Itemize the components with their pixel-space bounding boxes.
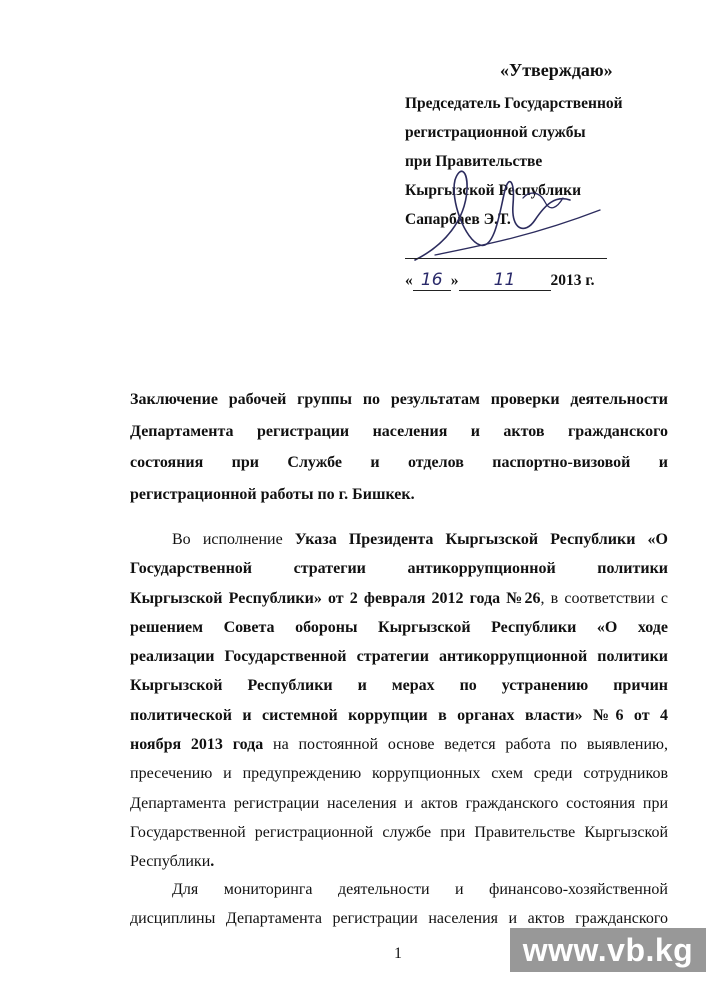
approval-title: «Утверждаю» — [500, 60, 613, 80]
p1-line-8: ноября 2013 года на постоянной основе ведется работа по выявлению, — [130, 736, 669, 754]
approver-name: Сапарбаев Э.Т. — [405, 211, 511, 228]
handwritten-signature — [405, 150, 605, 270]
date-close-quote: » — [450, 272, 459, 289]
p1-line-4: решением Совета обороны Кыргызской Республики «О ходе — [130, 618, 668, 636]
p2-line-2: дисциплины Департамента регистрации населения и актов гражданского — [130, 910, 668, 928]
approver-position-line-1: Председатель Государственной — [405, 95, 623, 112]
date-year: 2013 г. — [550, 272, 595, 289]
approver-position-line-4: Кыргызской Республики — [405, 182, 582, 199]
p1-line-5: реализации Государственной стратегии антикоррупционной политики — [130, 648, 668, 666]
p1-line-6: Кыргызской Республики и мерах по устранению причин — [130, 677, 668, 695]
page-number: 1 — [394, 945, 402, 962]
date-open-quote: « — [405, 272, 413, 289]
approver-position-line-3: при Правительстве — [405, 153, 543, 170]
date-day: 16 — [420, 270, 443, 290]
p1-line-3: Кыргызской Республики» от 2 февраля 2012 года №26, в соответствии с — [130, 589, 669, 607]
heading-line-1: Заключение рабочей группы по результатам проверки деятельности — [130, 391, 668, 408]
p2-line-1: Для мониторинга деятельности и финансово-хозяйственной — [172, 881, 668, 898]
p1-line-2: Государственной стратегии антикоррупционной политики — [130, 560, 668, 578]
document-heading — [130, 384, 668, 510]
p1-line-10: Департамента регистрации населения и актов гражданского состояния при — [130, 794, 668, 812]
p1-line-12: Республики. — [130, 853, 215, 871]
p1-line-1: Во исполнение Указа Президента Кыргызской Республики «О — [172, 531, 668, 548]
heading-line-2: Департамента регистрации населения и актов гражданского — [130, 422, 668, 440]
p1-line-11: Государственной регистрационной службе при Правительстве Кыргызской — [130, 823, 668, 841]
p1-line-7: политической и системной коррупции в органах власти» №6 от 4 — [130, 706, 668, 724]
heading-line-4: регистрационной работы по г. Бишкек. — [130, 485, 415, 503]
p1-line-9: пресечению и предупреждению коррупционных схем среди сотрудников — [130, 765, 668, 783]
signature-line — [405, 258, 607, 259]
paragraph-1 — [130, 525, 668, 877]
site-watermark: www.vb.kg — [510, 928, 706, 972]
approver-position-line-2: регистрационной службы — [405, 124, 586, 141]
heading-line-3: состояния при Службе и отделов паспортно-визовой и — [130, 454, 668, 471]
paragraph-2 — [130, 875, 668, 934]
date-month: 11 — [493, 270, 516, 290]
approval-date — [405, 270, 595, 291]
